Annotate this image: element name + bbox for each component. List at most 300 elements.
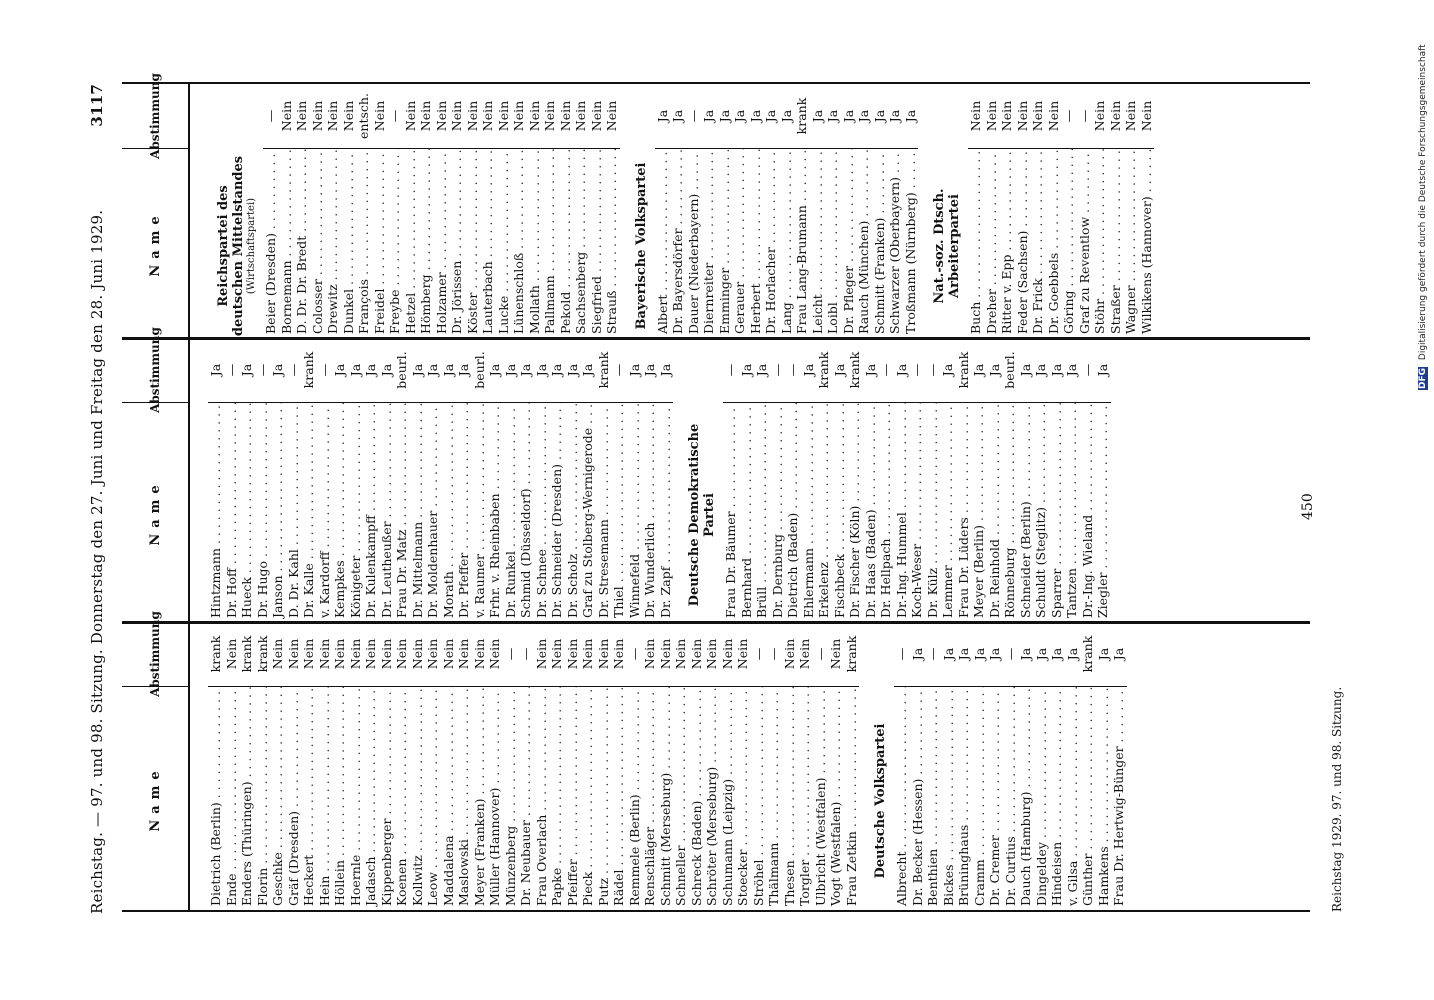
vote-value: Nein (797, 638, 812, 670)
vote-row (580, 338, 596, 622)
member-name: Rönneburg . . . (1002, 402, 1018, 622)
vote-row (968, 84, 984, 338)
vote-value: Nein (409, 638, 425, 670)
vote-value: Nein (378, 638, 394, 670)
vote-row (356, 84, 372, 338)
header-title: Reichstag. — 97. und 98. Sitzung. Donnerstag den 27. Juni und Freitag den 28. Juni 1929. (88, 209, 106, 914)
member-name: Kippenberger . . . (379, 686, 395, 910)
vote-row (1033, 338, 1049, 622)
member-name: Dr. Frick . . . (1030, 148, 1046, 338)
vote-value: — (387, 109, 402, 123)
party-heading: Deutsche Volkspartei (873, 723, 888, 879)
vote-value: Nein (449, 100, 464, 132)
vote-row (208, 622, 224, 910)
vote-value: Nein (983, 100, 999, 132)
vote-row (894, 622, 910, 910)
vote-value: Nein (1107, 100, 1123, 132)
member-name: Thälmann . . . (766, 686, 782, 910)
vote-row (748, 84, 764, 338)
vote-row (779, 84, 795, 338)
vote-row (1061, 84, 1077, 338)
member-name: Pfeiffer . . . (565, 686, 581, 910)
member-name: Kollwitz . . . (410, 686, 426, 910)
vote-value: Ja (564, 363, 580, 377)
vote-row (925, 622, 941, 910)
member-name: Hindeisen . . . (1049, 686, 1065, 910)
vote-row (658, 338, 674, 622)
vote-row (810, 84, 826, 338)
member-name: Dr. Haas (Baden) . . . (863, 402, 879, 622)
member-name: Vogt (Westfalen) . . . (828, 686, 844, 910)
vote-value: Ja (971, 647, 987, 661)
vote-row (720, 622, 736, 910)
vote-row (534, 622, 550, 910)
member-name: Höllein . . . (332, 686, 348, 910)
member-name: Dr. Zapf . . . (658, 402, 674, 622)
vote-row (1030, 84, 1046, 338)
member-name: Erkelenz . . . (816, 402, 832, 622)
vote-row (301, 622, 317, 910)
vote-row (496, 84, 512, 338)
vote-row (372, 84, 388, 338)
vote-row (480, 84, 496, 338)
member-name: Wilkikens (Hannover) . . . (1139, 148, 1155, 338)
vote-row (1111, 622, 1127, 910)
member-name: Maddalena . . . (441, 686, 457, 910)
vote-row (987, 338, 1003, 622)
member-name: D. Dr. Dr. Bredt . . . (294, 148, 310, 338)
member-name: Koch-Weser . . . (909, 402, 925, 622)
member-name: Dietrich (Baden) . . . (785, 402, 801, 622)
member-name: Meyer (Berlin) . . . (971, 402, 987, 622)
member-name: Frau Dr. Matz . . . (394, 402, 410, 622)
member-name: Geschke . . . (270, 686, 286, 910)
member-name: Dr. Fischer (Köln) . . . (847, 402, 863, 622)
vote-row (286, 338, 302, 622)
vote-row (418, 84, 434, 338)
vote-row (828, 622, 844, 910)
vote-row (971, 338, 987, 622)
vote-value: Ja (716, 109, 732, 123)
vote-row (441, 338, 457, 622)
vote-row (565, 622, 581, 910)
vote-value: Ja (239, 363, 254, 377)
member-name: Colosser . . . (310, 148, 326, 338)
vote-row (735, 622, 751, 910)
vote-value: Ja (809, 109, 825, 123)
vote-row (1123, 84, 1139, 338)
vote-row (410, 622, 426, 910)
member-name: Königeter . . . (348, 402, 364, 622)
member-name: Herbert . . . (748, 148, 764, 338)
vote-value: Ja (409, 363, 425, 377)
member-name: Hamkens . . . (1096, 686, 1112, 910)
member-name: Münzenberg . . . (503, 686, 519, 910)
vote-row (1018, 622, 1034, 910)
name-header: Name (122, 402, 188, 622)
vote-value: Ja (533, 363, 549, 377)
member-name: Dr. Mittelmann . . . (410, 402, 426, 622)
vote-row (999, 84, 1015, 338)
vote-value: — (785, 363, 800, 377)
member-name: Dr. Hellpach . . . (878, 402, 894, 622)
vote-value: Ja (1095, 647, 1111, 661)
member-name: Dr. Cremer . . . (987, 686, 1003, 910)
vote-value: — (766, 647, 781, 661)
vote-value: krank (847, 351, 862, 389)
member-name: Dreher . . . (984, 148, 1000, 338)
vote-row (534, 338, 550, 622)
vote-value: Nein (1045, 100, 1061, 132)
vote-row (224, 338, 240, 622)
member-name: Putz . . . (596, 686, 612, 910)
vote-row (611, 622, 627, 910)
vote-value: Ja (208, 363, 223, 377)
vote-value: Nein (487, 638, 502, 670)
member-name: Schumann (Leipzig) . . . (720, 686, 736, 910)
vote-value: Nein (456, 638, 471, 670)
vote-row (956, 622, 972, 910)
vote-value: Ja (825, 109, 840, 123)
vote-row (596, 622, 612, 910)
member-name: Dr. Horlacher . . . (763, 148, 779, 338)
member-name: Dr.-Ing. Hummel . . . (894, 402, 910, 622)
vote-value: Nein (999, 100, 1014, 132)
vote-row (751, 622, 767, 910)
member-name: v. Raumer . . . (472, 402, 488, 622)
vote-header: Abstimmung (148, 327, 162, 413)
vote-value: krank (843, 635, 859, 673)
vote-row (449, 84, 465, 338)
vote-column-1 (122, 611, 1310, 912)
vote-row (263, 84, 279, 338)
vote-row (1108, 84, 1124, 338)
vote-value: Nein (557, 100, 573, 132)
member-name: Dr. Hoff . . . (224, 402, 240, 622)
vote-row (208, 338, 224, 622)
member-name: Feder (Sachsen) . . . (1015, 148, 1031, 338)
vote-value: Nein (440, 638, 456, 670)
vote-row (394, 622, 410, 910)
member-name: Bernhard . . . (739, 402, 755, 622)
column-header (122, 611, 190, 910)
member-name: Schneller . . . (673, 686, 689, 910)
member-name: Tantzen . . . (1064, 402, 1080, 622)
vote-row (394, 338, 410, 622)
vote-value: Nein (573, 100, 588, 132)
member-name: Graf zu Reventlow . . . (1077, 148, 1093, 338)
vote-row (1096, 622, 1112, 910)
vote-row (580, 622, 596, 910)
vote-row (317, 622, 333, 910)
vote-value: Nein (595, 638, 611, 670)
vote-value: Ja (893, 363, 909, 377)
member-name: Sachsenberg . . . (573, 148, 589, 338)
vote-row (1139, 84, 1155, 338)
column-rows (190, 84, 1154, 338)
member-name: Enders (Thüringen) . . . (239, 686, 255, 910)
party-heading: Bayerische Volkspartei (633, 162, 649, 330)
vote-value: Nein (657, 638, 673, 670)
vote-row (797, 622, 813, 910)
vote-row (1080, 622, 1096, 910)
vote-row (472, 338, 488, 622)
vote-row (518, 338, 534, 622)
vote-row (754, 338, 770, 622)
vote-value: Nein (471, 638, 487, 670)
vote-value: — (626, 647, 642, 661)
vote-row (940, 338, 956, 622)
vote-value: Ja (763, 109, 778, 123)
member-name: Hein . . . (317, 686, 333, 910)
vote-row (825, 84, 841, 338)
vote-row (611, 338, 627, 622)
vote-value: Ja (487, 363, 502, 377)
member-name: Dr. Pfleger . . . (841, 148, 857, 338)
member-name: Dr. Stresemann . . . (596, 402, 612, 622)
vote-value: Ja (580, 363, 595, 377)
member-name: Ulbricht (Westfalen) . . . (813, 686, 829, 910)
member-name: Loibl . . . (825, 148, 841, 338)
vote-value: Nein (673, 638, 688, 670)
vote-value: Nein (968, 100, 983, 132)
vote-value: Ja (987, 647, 1002, 661)
member-name: Dauer (Niederbayern) . . . (686, 148, 702, 338)
member-name: Pieck . . . (580, 686, 596, 910)
vote-row (686, 84, 702, 338)
member-name: Köster . . . (465, 148, 481, 338)
member-name: Stoecker . . . (735, 686, 751, 910)
vote-value: Nein (511, 100, 526, 132)
vote-row (785, 338, 801, 622)
vote-value: — (285, 363, 301, 377)
vote-row (704, 622, 720, 910)
vote-row (732, 84, 748, 338)
vote-row (956, 338, 972, 622)
member-name: Winnefeld . . . (627, 402, 643, 622)
member-name: Schuldt (Steglitz) . . . (1033, 402, 1049, 622)
vote-value: krank (794, 97, 809, 135)
member-name: Dr. Moldenhauer . . . (425, 402, 441, 622)
vote-row (856, 84, 872, 338)
member-name: Pallmann . . . (542, 148, 558, 338)
vote-value: Nein (688, 638, 704, 670)
member-name: Gräf (Dresden) . . . (286, 686, 302, 910)
vote-row (655, 84, 671, 338)
vote-value: Ja (902, 109, 918, 123)
member-name: Günther . . . (1080, 686, 1096, 910)
footer-page-number: 450 (1300, 493, 1316, 520)
vote-row (348, 338, 364, 622)
member-name: Cramm . . . (972, 686, 988, 910)
vote-value: krank (955, 351, 971, 389)
vote-value: Nein (223, 638, 239, 670)
vote-value: — (750, 647, 766, 661)
vote-row (903, 84, 919, 338)
vote-value: — (1079, 363, 1095, 377)
member-name: Bornemann . . . (279, 148, 295, 338)
vote-value: Nein (332, 638, 347, 670)
vote-value: Ja (456, 363, 471, 377)
vote-value: Nein (301, 638, 316, 670)
member-name: Mollath . . . (527, 148, 543, 338)
member-name: Florin . . . (255, 686, 271, 910)
member-name: Frau Dr. Lüders . . . (956, 402, 972, 622)
vote-value: Ja (332, 363, 347, 377)
vote-value: Nein (1138, 100, 1154, 132)
member-name: Lucke . . . (496, 148, 512, 338)
member-name: Frau Overlach . . . (534, 686, 550, 910)
vote-value: Ja (642, 363, 657, 377)
vote-row (984, 84, 1000, 338)
vote-value: Nein (309, 100, 325, 132)
vote-row (270, 622, 286, 910)
member-name: Hoernle . . . (348, 686, 364, 910)
vote-value: Nein (285, 638, 301, 670)
column-header (122, 327, 190, 622)
member-name: Holzamer . . . (434, 148, 450, 338)
vote-value: Ja (657, 363, 673, 377)
vote-value: Nein (433, 100, 449, 132)
member-name: Frau Lang-Brumann . . . (794, 148, 810, 338)
member-name: Janson . . . (270, 402, 286, 622)
vote-row (770, 338, 786, 622)
vote-row (1034, 622, 1050, 910)
vote-value: — (909, 363, 924, 377)
vote-row (487, 622, 503, 910)
member-name: Papke . . . (549, 686, 565, 910)
member-name: Dr.-Ing. Wieland . . . (1080, 402, 1096, 622)
vote-value: beurl. (394, 351, 409, 389)
member-name: Dr. Külz . . . (925, 402, 941, 622)
vote-row (841, 84, 857, 338)
member-name: Diernreiter . . . (701, 148, 717, 338)
vote-row (518, 622, 534, 910)
vote-row (363, 622, 379, 910)
member-name: Bickes . . . (941, 686, 957, 910)
vote-value: — (223, 363, 239, 377)
vote-value: Ja (1048, 363, 1064, 377)
vote-value: Ja (871, 109, 887, 123)
vote-row (255, 622, 271, 910)
vote-value: Nein (316, 638, 332, 670)
vote-value: Ja (1033, 363, 1048, 377)
vote-value: Ja (986, 363, 1002, 377)
vote-row (717, 84, 733, 338)
member-name: Wagner . . . (1123, 148, 1139, 338)
vote-value: — (518, 647, 533, 661)
member-name: Schröter (Merseburg) . . . (704, 686, 720, 910)
column-rows (190, 338, 1111, 622)
vote-value: Nein (588, 100, 604, 132)
member-name: Albert . . . (655, 148, 671, 338)
vote-row (872, 84, 888, 338)
member-name: Fischbeck . . . (832, 402, 848, 622)
member-name: Dr. Curtius . . . (1003, 686, 1019, 910)
vote-row (425, 622, 441, 910)
vote-value: Ja (1064, 363, 1079, 377)
vote-value: Nein (526, 100, 542, 132)
vote-row (763, 84, 779, 338)
member-name: Dr. Kalle . . . (301, 402, 317, 622)
member-name: Dr. Reinhold . . . (987, 402, 1003, 622)
member-name: Dr. Scholz . . . (565, 402, 581, 622)
dfg-logo: DFG (1418, 367, 1428, 389)
vote-value: Nein (542, 100, 557, 132)
member-name: Lünenschloß . . . (511, 148, 527, 338)
member-name: Dr. Neubauer . . . (518, 686, 534, 910)
member-name: Maslowski . . . (456, 686, 472, 910)
member-name: Renschläger . . . (642, 686, 658, 910)
vote-value: Ja (909, 647, 925, 661)
member-name: Dr. Schneider (Dresden) . . . (549, 402, 565, 622)
vote-row (325, 84, 341, 338)
vote-value: Nein (294, 100, 309, 132)
vote-value: Nein (781, 638, 797, 670)
vote-row (1080, 338, 1096, 622)
member-name: Frau Zetkin . . . (844, 686, 860, 910)
vote-row (987, 622, 1003, 910)
vote-row (279, 84, 295, 338)
vote-value: Ja (270, 363, 285, 377)
member-name: Dr. Runkel . . . (503, 402, 519, 622)
member-name: Frhr. v. Rheinbaben . . . (487, 402, 503, 622)
member-name: v. Kardorff . . . (317, 402, 333, 622)
member-name: Dunkel . . . (341, 148, 357, 338)
vote-value: Ja (378, 363, 394, 377)
vote-row (379, 622, 395, 910)
vote-row (627, 338, 643, 622)
vote-value: — (878, 363, 893, 377)
vote-row (1064, 338, 1080, 622)
vote-value: — (924, 363, 940, 377)
vote-row (456, 622, 472, 910)
vote-row (604, 84, 620, 338)
party-subtitle: (Wirtschaftspartei) (246, 197, 257, 295)
vote-value: Ja (502, 363, 518, 377)
vote-row (596, 338, 612, 622)
member-name: Schmitt (Merseburg) . . . (658, 686, 674, 910)
vote-value: Ja (701, 109, 716, 123)
vote-row (766, 622, 782, 910)
vote-row (456, 338, 472, 622)
member-name: Stöhr . . . (1092, 148, 1108, 338)
vote-row (503, 622, 519, 910)
vote-value: Nein (735, 638, 750, 670)
member-name: Dr. Wunderlich . . . (642, 402, 658, 622)
vote-row (270, 338, 286, 622)
member-name: Straßer . . . (1108, 148, 1124, 338)
vote-row (511, 84, 527, 338)
vote-row (589, 84, 605, 338)
member-name: Frau Dr. Bäumer . . . (723, 402, 739, 622)
vote-value: Ja (738, 363, 754, 377)
vote-row (403, 84, 419, 338)
vote-value: Ja (747, 109, 763, 123)
member-name: Ende . . . (224, 686, 240, 910)
vote-value: Ja (670, 109, 685, 123)
vote-row (549, 622, 565, 910)
vote-value: Nein (480, 100, 495, 132)
vote-value: — (254, 363, 270, 377)
vote-row (1003, 622, 1019, 910)
vote-row (542, 84, 558, 338)
vote-row (425, 338, 441, 622)
vote-value: Nein (642, 638, 657, 670)
vote-value: Nein (325, 100, 340, 132)
member-name: Schneider (Berlin) . . . (1018, 402, 1034, 622)
vote-row (441, 622, 457, 910)
